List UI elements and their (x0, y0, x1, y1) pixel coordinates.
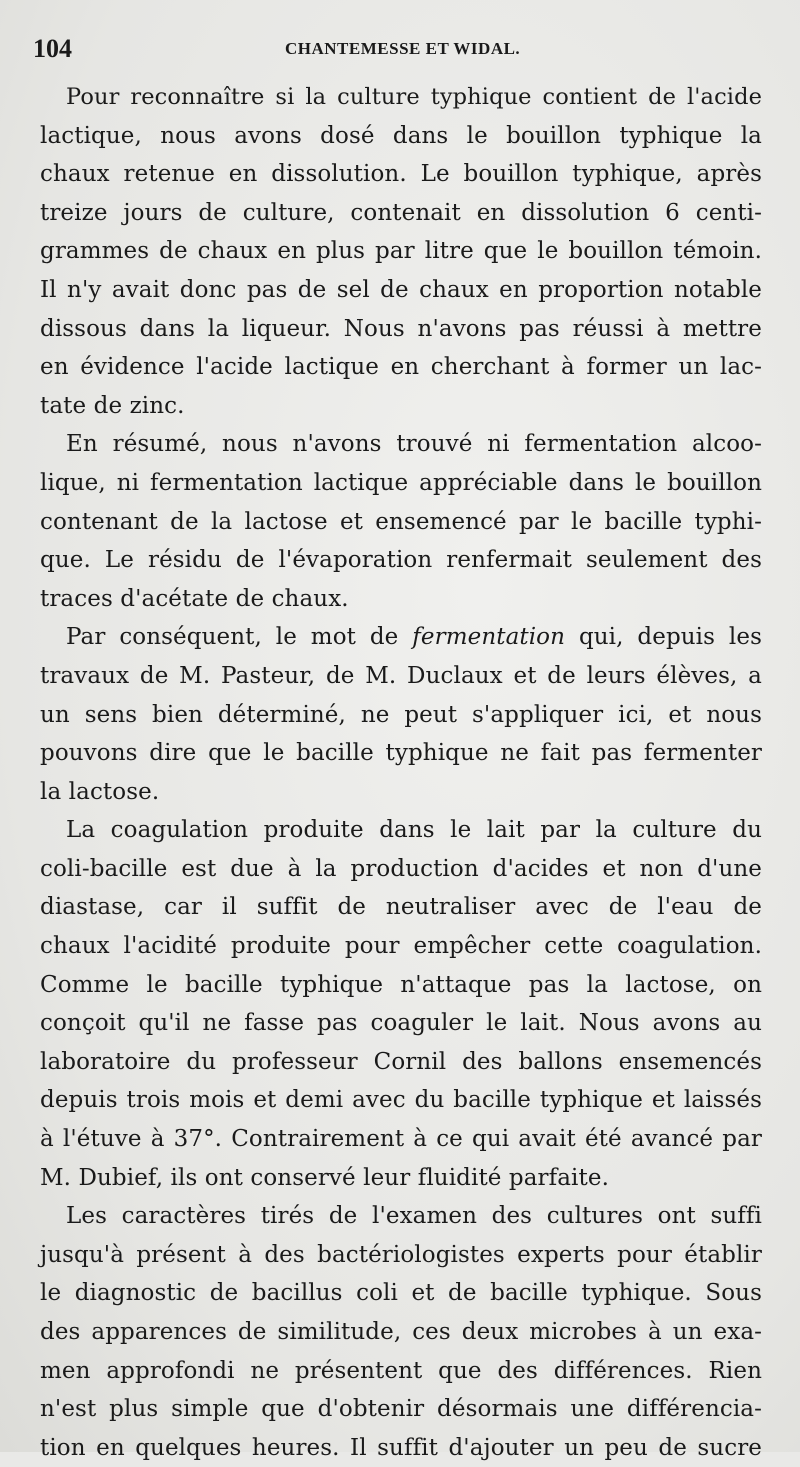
running-head: CHANTEMESSE ET WIDAL. (285, 39, 521, 58)
text-line: chaux retenue en dissolution. Le bouillon typhique, après (40, 161, 762, 188)
text-line: Il n'y avait donc pas de sel de chaux en proportion notable (40, 276, 762, 303)
text-line: chaux l'acidité produite pour empêcher cette coagulation. (40, 933, 762, 960)
text-line: jusqu'à présent à des bactériologistes experts pour établir (40, 1241, 762, 1268)
text-line: un sens bien déterminé, ne peut s'appliquer ici, et nous (40, 701, 762, 728)
text-line: en évidence l'acide lactique en cherchant à former un lac- (40, 354, 762, 381)
paragraph (40, 811, 762, 1197)
text-line: la lactose. (40, 778, 160, 805)
paragraph (40, 1197, 762, 1467)
text-line: Comme le bacille typhique n'attaque pas la lactose, on (40, 971, 762, 998)
text-line: tate de zinc. (40, 392, 185, 419)
text-line: diastase, car il suffit de neutraliser avec de l'eau de (40, 894, 762, 921)
page-number: 104 (33, 34, 72, 63)
page-header (33, 34, 770, 64)
text-line: En résumé, nous n'avons trouvé ni fermentation alcoo- (66, 431, 762, 458)
text-line: des apparences de similitude, ces deux microbes à un exa- (40, 1319, 762, 1345)
text-line: lactique, nous avons dosé dans le bouillon typhique la (40, 122, 762, 149)
text-line: coli-bacille est due à la production d'acides et non d'une (40, 855, 762, 882)
paragraph (40, 618, 762, 811)
text-line: La coagulation produite dans le lait par la culture du (66, 817, 762, 844)
text-line: le diagnostic de bacillus coli et de bacille typhique. Sous (40, 1280, 762, 1307)
text-line: laboratoire du professeur Cornil des ballons ensemencés (40, 1048, 762, 1075)
text-segment: Par conséquent, le mot de (66, 624, 399, 651)
text-line: tion en quelques heures. Il suffit d'ajouter un peu de sucre (40, 1434, 762, 1461)
text-line: que. Le résidu de l'évaporation renfermait seulement des (40, 547, 762, 574)
italic-term: fermentation (412, 624, 566, 651)
text-line: Pour reconnaître si la culture typhique contient de l'acide (66, 84, 762, 110)
text-line: contenant de la lactose et ensemencé par le bacille typhi- (40, 508, 762, 535)
text-line: men approfondi ne présentent que des différences. Rien (40, 1357, 762, 1384)
text-line: à l'étuve à 37°. Contrairement à ce qui avait été avancé par (40, 1126, 762, 1153)
text-line: pouvons dire que le bacille typhique ne fait pas fermenter (40, 740, 762, 767)
text-line-with-italic (40, 618, 762, 657)
paragraph (40, 425, 762, 618)
text-line: travaux de M. Pasteur, de M. Duclaux et de leurs élèves, a (40, 662, 762, 689)
text-line: depuis trois mois et demi avec du bacille typhique et laissés (40, 1087, 762, 1114)
text-line: grammes de chaux en plus par litre que le bouillon témoin. (40, 238, 762, 265)
text-segment: qui, depuis les (578, 624, 762, 651)
text-line: treize jours de culture, contenait en dissolution 6 centi- (40, 199, 762, 226)
text-line: lique, ni fermentation lactique appréciable dans le bouillon (40, 469, 762, 496)
body-text (40, 78, 762, 1467)
text-line: traces d'acétate de chaux. (40, 585, 349, 612)
paragraph (40, 78, 762, 425)
text-line: n'est plus simple que d'obtenir désormais une différencia- (40, 1396, 762, 1423)
text-line: conçoit qu'il ne fasse pas coaguler le lait. Nous avons au (40, 1010, 762, 1037)
text-line: M. Dubief, ils ont conservé leur fluidité parfaite. (40, 1164, 609, 1191)
text-line: dissous dans la liqueur. Nous n'avons pas réussi à mettre (40, 315, 762, 342)
text-line: Les caractères tirés de l'examen des cultures ont suffi (66, 1203, 762, 1230)
